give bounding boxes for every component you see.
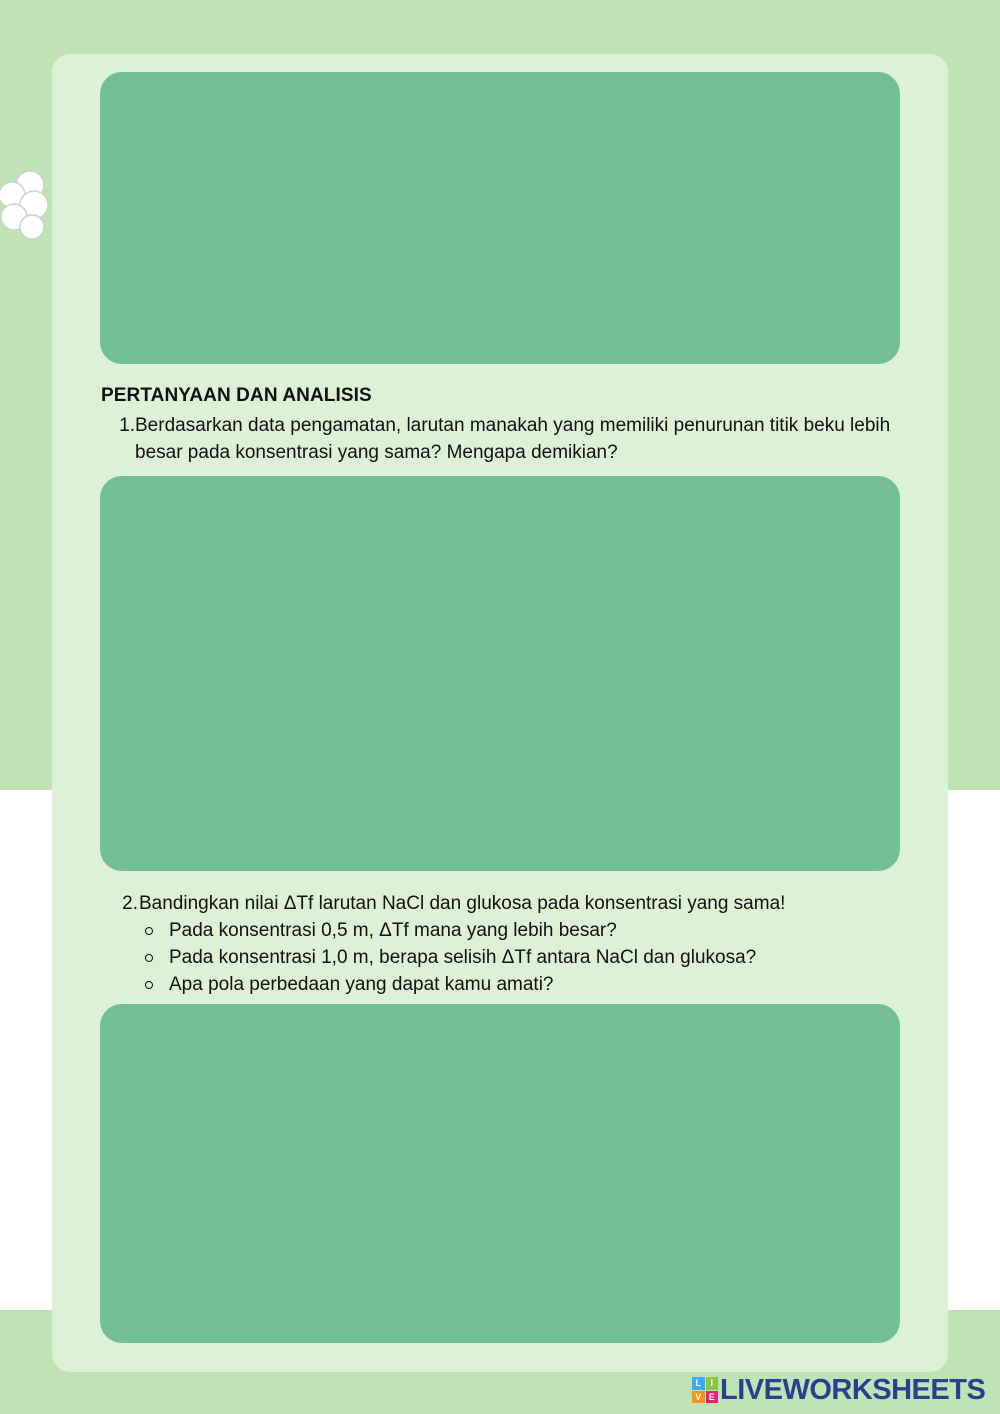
question-number: 1. bbox=[119, 415, 135, 436]
circle-bullet-icon bbox=[145, 927, 153, 935]
circle-bullet-icon bbox=[145, 954, 153, 962]
answer-box-top[interactable] bbox=[100, 72, 900, 364]
logo-text: LIVEWORKSHEETS bbox=[720, 1373, 986, 1406]
logo-icon: L I V E bbox=[692, 1377, 718, 1403]
question-1 bbox=[101, 412, 901, 466]
list-item: Apa pola perbedaan yang dapat kamu amati? bbox=[101, 971, 901, 998]
circle-bullet-icon bbox=[145, 981, 153, 989]
question-text: Berdasarkan data pengamatan, larutan manakah yang memiliki penurunan titik beku lebih besar pada konsentrasi yang sama? Mengapa demikian? bbox=[135, 415, 891, 463]
answer-box-question-2[interactable] bbox=[100, 1004, 900, 1343]
cloud-decoration bbox=[0, 165, 60, 245]
list-item: Pada konsentrasi 1,0 m, berapa selisih ΔTf antara NaCl dan glukosa? bbox=[101, 944, 901, 971]
answer-box-question-1[interactable] bbox=[100, 476, 900, 871]
question-2 bbox=[101, 890, 901, 998]
question-number: 2. bbox=[122, 893, 138, 914]
liveworksheets-logo[interactable] bbox=[692, 1374, 985, 1406]
section-heading: PERTANYAAN DAN ANALISIS bbox=[101, 385, 372, 406]
sub-question-list bbox=[101, 917, 901, 998]
question-text: Bandingkan nilai ΔTf larutan NaCl dan glukosa pada konsentrasi yang sama! bbox=[139, 893, 786, 914]
list-item: Pada konsentrasi 0,5 m, ΔTf mana yang lebih besar? bbox=[101, 917, 901, 944]
